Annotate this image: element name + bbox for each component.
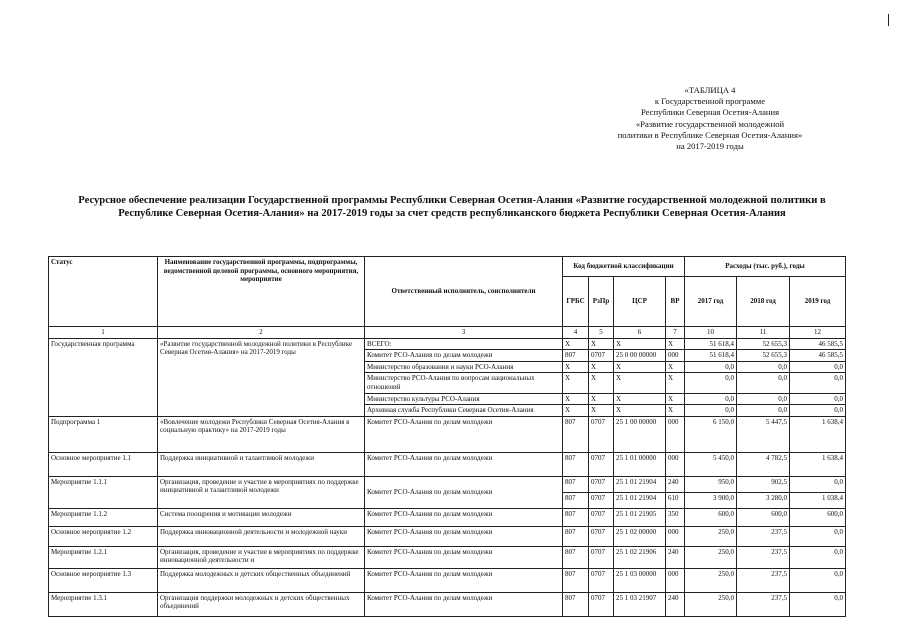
row-csr: 25 1 03 00000 <box>614 568 666 592</box>
caption-line: «ТАБЛИЦА 4 <box>684 85 736 95</box>
row-2018: 0,0 <box>737 373 790 393</box>
row-2017: 6 150,0 <box>685 416 737 452</box>
row-rzpr: 0707 <box>589 492 614 508</box>
row-csr: 25 1 01 21904 <box>614 492 666 508</box>
row-responsible: Министерство РСО-Алания по вопросам национальных отношений <box>365 373 563 393</box>
row-rzpr: 0707 <box>589 568 614 592</box>
header-2017: 2017 год <box>685 277 737 327</box>
row-2018: 4 782,5 <box>737 452 790 476</box>
row-status: Подпрограмма 1 <box>49 416 158 452</box>
budget-table <box>48 256 846 617</box>
row-2019: 0,0 <box>790 405 846 417</box>
caption-line: Республики Северная Осетия-Алания <box>640 107 780 118</box>
row-2019: 1 638,4 <box>790 416 846 452</box>
row-vr: Х <box>666 361 685 373</box>
row-responsible: Комитет РСО-Алания по делам молодежи <box>365 546 563 568</box>
row-2018: 237,5 <box>737 568 790 592</box>
row-2018: 3 280,0 <box>737 492 790 508</box>
row-vr: 610 <box>666 492 685 508</box>
row-rzpr: Х <box>589 405 614 417</box>
row-csr: Х <box>614 405 666 417</box>
table-row <box>49 508 846 526</box>
row-csr: 25 1 01 21904 <box>614 476 666 492</box>
row-grbs: 807 <box>563 492 589 508</box>
row-grbs: 807 <box>563 568 589 592</box>
col-number: 5 <box>589 327 614 339</box>
row-2018: 52 655,3 <box>737 350 790 362</box>
row-csr: Х <box>614 373 666 393</box>
row-2019: 600,0 <box>790 508 846 526</box>
row-csr: 25 1 00 00000 <box>614 416 666 452</box>
row-2018: 52 655,3 <box>737 338 790 350</box>
row-grbs: Х <box>563 338 589 350</box>
row-responsible: Комитет РСО-Алания по делам молодежи <box>365 452 563 476</box>
header-csr: ЦСР <box>614 277 666 327</box>
table-row <box>49 546 846 568</box>
row-csr: Х <box>614 393 666 405</box>
row-grbs: Х <box>563 393 589 405</box>
row-rzpr: 0707 <box>589 592 614 616</box>
column-number-row <box>49 327 846 339</box>
row-status: Мероприятие 1.2.1 <box>49 546 158 568</box>
row-status: Мероприятие 1.3.1 <box>49 592 158 616</box>
row-name: «Развитие государственной молодежной политики в Республике Северная Осетия-Алания» на 2017-2019 годы <box>158 338 365 416</box>
row-vr: Х <box>666 393 685 405</box>
col-number: 7 <box>666 327 685 339</box>
row-2017: 0,0 <box>685 393 737 405</box>
row-csr: 25 0 00 00000 <box>614 350 666 362</box>
row-responsible: Комитет РСО-Алания по делам молодежи <box>365 592 563 616</box>
row-2017: 0,0 <box>685 405 737 417</box>
row-2018: 0,0 <box>737 361 790 373</box>
row-name: Система поощрения и мотивации молодежи <box>158 508 365 526</box>
row-2018: 0,0 <box>737 405 790 417</box>
row-grbs: 807 <box>563 546 589 568</box>
header-budget-code: Код бюджетной классификации <box>563 257 685 277</box>
row-status: Государственная программа <box>49 338 158 416</box>
row-grbs: Х <box>563 373 589 393</box>
row-rzpr: 0707 <box>589 476 614 492</box>
table-row <box>49 568 846 592</box>
row-name: Организация поддержки молодежных и детских общественных объединений <box>158 592 365 616</box>
header-rzpr: РзПр <box>589 277 614 327</box>
caption-line: к Государственной программе <box>654 96 766 107</box>
row-vr: Х <box>666 405 685 417</box>
row-2019: 46 585,5 <box>790 338 846 350</box>
row-csr: 25 1 02 21906 <box>614 546 666 568</box>
col-number: 12 <box>790 327 846 339</box>
row-2019: 0,0 <box>790 476 846 492</box>
row-grbs: Х <box>563 361 589 373</box>
row-responsible: Комитет РСО-Алания по делам молодежи <box>365 568 563 592</box>
header-name: Наименование государственной программы, подпрограммы, ведомственной целевой программы, основного мероприятия, мероприятие <box>158 257 365 327</box>
row-rzpr: Х <box>589 373 614 393</box>
row-csr: 25 1 01 00000 <box>614 452 666 476</box>
row-2017: 5 450,0 <box>685 452 737 476</box>
row-rzpr: 0707 <box>589 350 614 362</box>
document-title: Ресурсное обеспечение реализации Государственной программы Республики Северная Осетия-Алания «Развитие государственной молодежной политики в Республике Северная Осетия-Алания» на 2017-2019 годы за счет средств республиканского бюджета Республики Северная Осетия-Алания <box>78 195 826 219</box>
row-grbs: 807 <box>563 416 589 452</box>
header-2018: 2018 год <box>737 277 790 327</box>
row-responsible: Комитет РСО-Алания по делам молодежи <box>365 508 563 526</box>
row-2018: 5 447,5 <box>737 416 790 452</box>
row-vr: 000 <box>666 526 685 546</box>
row-name: Поддержка инициативной и талантливой молодежи <box>158 452 365 476</box>
row-2017: 250,0 <box>685 592 737 616</box>
row-grbs: 807 <box>563 476 589 492</box>
row-responsible: Комитет РСО-Алания по делам молодежи <box>365 416 563 452</box>
row-status: Мероприятие 1.1.2 <box>49 508 158 526</box>
table-caption-block <box>560 85 860 152</box>
col-number: 11 <box>737 327 790 339</box>
table-row <box>49 338 846 350</box>
row-responsible: ВСЕГО: <box>365 338 563 350</box>
table-row <box>49 452 846 476</box>
row-2017: 950,0 <box>685 476 737 492</box>
caption-line: политики в Республике Северная Осетия-Алания» <box>617 129 803 140</box>
row-2019: 0,0 <box>790 393 846 405</box>
row-rzpr: Х <box>589 338 614 350</box>
table-row <box>49 476 846 492</box>
row-responsible: Комитет РСО-Алания по делам молодежи <box>365 476 563 508</box>
row-vr: 000 <box>666 416 685 452</box>
row-2018: 0,0 <box>737 393 790 405</box>
col-number: 6 <box>614 327 666 339</box>
row-2017: 0,0 <box>685 373 737 393</box>
row-2017: 250,0 <box>685 526 737 546</box>
header-status: Статус <box>49 257 158 327</box>
row-2019: 1 638,4 <box>790 452 846 476</box>
row-2019: 0,0 <box>790 546 846 568</box>
row-rzpr: 0707 <box>589 508 614 526</box>
row-csr: Х <box>614 338 666 350</box>
row-vr: Х <box>666 373 685 393</box>
row-rzpr: Х <box>589 361 614 373</box>
row-name: Поддержка молодежных и детских общественных объединений <box>158 568 365 592</box>
row-vr: 240 <box>666 546 685 568</box>
header-expenses: Расходы (тыс. руб.), годы <box>685 257 846 277</box>
row-status: Основное мероприятие 1.2 <box>49 526 158 546</box>
row-vr: Х <box>666 338 685 350</box>
header-grbs: ГРБС <box>563 277 589 327</box>
header-2019: 2019 год <box>790 277 846 327</box>
row-grbs: Х <box>563 405 589 417</box>
row-rzpr: 0707 <box>589 526 614 546</box>
row-2017: 51 618,4 <box>685 338 737 350</box>
row-responsible: Комитет РСО-Алания по делам молодежи <box>365 526 563 546</box>
row-2019: 0,0 <box>790 592 846 616</box>
table-row <box>49 592 846 616</box>
row-status: Мероприятие 1.1.1 <box>49 476 158 508</box>
row-responsible: Министерство образования и науки РСО-Алания <box>365 361 563 373</box>
row-grbs: 807 <box>563 508 589 526</box>
row-csr: 25 1 01 21905 <box>614 508 666 526</box>
row-2017: 0,0 <box>685 361 737 373</box>
row-responsible: Архивная служба Республики Северная Осетия-Алания <box>365 405 563 417</box>
row-2017: 250,0 <box>685 568 737 592</box>
row-2018: 237,5 <box>737 526 790 546</box>
row-2018: 600,0 <box>737 508 790 526</box>
row-name: Организация, проведение и участие в мероприятиях по поддержке инициативной и талантливой молодежи <box>158 476 365 508</box>
row-vr: 240 <box>666 592 685 616</box>
row-vr: 350 <box>666 508 685 526</box>
row-2017: 600,0 <box>685 508 737 526</box>
row-2019: 1 038,4 <box>790 492 846 508</box>
row-2019: 0,0 <box>790 361 846 373</box>
row-grbs: 807 <box>563 526 589 546</box>
row-rzpr: Х <box>589 393 614 405</box>
row-rzpr: 0707 <box>589 416 614 452</box>
col-number: 3 <box>365 327 563 339</box>
row-2019: 0,0 <box>790 526 846 546</box>
row-2017: 3 900,0 <box>685 492 737 508</box>
col-number: 10 <box>685 327 737 339</box>
row-vr: 000 <box>666 350 685 362</box>
row-csr: 25 1 02 00000 <box>614 526 666 546</box>
row-rzpr: 0707 <box>589 452 614 476</box>
row-csr: Х <box>614 361 666 373</box>
row-responsible: Министерство культуры РСО-Алания <box>365 393 563 405</box>
row-vr: 000 <box>666 568 685 592</box>
col-number: 4 <box>563 327 589 339</box>
row-rzpr: 0707 <box>589 546 614 568</box>
caption-line: «Развитие государственной молодежной <box>635 118 785 129</box>
row-name: Организация, проведение и участие в мероприятиях по поддержке инновационной деятельности и <box>158 546 365 568</box>
header-responsible: Ответственный исполнитель, соисполнители <box>365 257 563 327</box>
page-edge-mark <box>888 14 889 26</box>
row-vr: 000 <box>666 452 685 476</box>
row-name: Поддержка инновационной деятельности и молодежной науки <box>158 526 365 546</box>
row-grbs: 807 <box>563 592 589 616</box>
table-row <box>49 526 846 546</box>
table-row <box>49 416 846 452</box>
row-grbs: 807 <box>563 452 589 476</box>
row-status: Основное мероприятие 1.1 <box>49 452 158 476</box>
row-2018: 902,5 <box>737 476 790 492</box>
header-vr: ВР <box>666 277 685 327</box>
row-2017: 51 618,4 <box>685 350 737 362</box>
row-csr: 25 1 03 21907 <box>614 592 666 616</box>
row-2019: 0,0 <box>790 568 846 592</box>
row-2018: 237,5 <box>737 592 790 616</box>
col-number: 1 <box>49 327 158 339</box>
row-grbs: 807 <box>563 350 589 362</box>
row-status: Основное мероприятие 1.3 <box>49 568 158 592</box>
row-vr: 240 <box>666 476 685 492</box>
row-2019: 0,0 <box>790 373 846 393</box>
caption-line: на 2017-2019 годы <box>676 141 744 152</box>
row-2017: 250,0 <box>685 546 737 568</box>
row-responsible: Комитет РСО-Алания по делам молодежи <box>365 350 563 362</box>
col-number: 2 <box>158 327 365 339</box>
row-2018: 237,5 <box>737 546 790 568</box>
row-2019: 46 585,5 <box>790 350 846 362</box>
row-name: «Вовлечение молодежи Республики Северная Осетия-Алания в социальную практику» на 2017-2019 годы <box>158 416 365 452</box>
